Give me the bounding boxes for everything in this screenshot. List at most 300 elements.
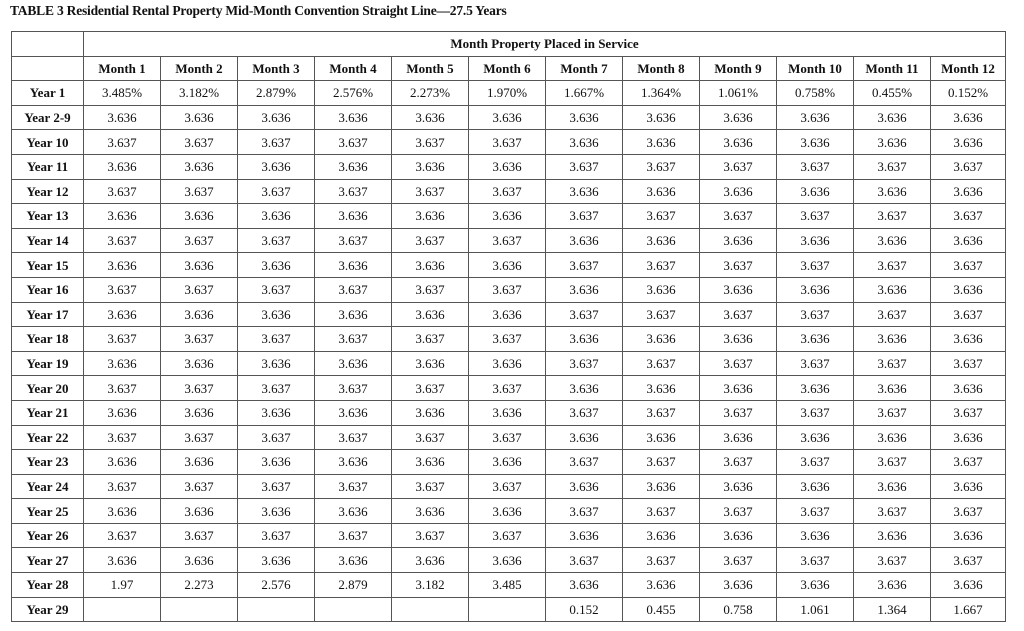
- table-row: [12, 228, 1006, 253]
- table-cell: 3.636: [238, 253, 315, 278]
- table-cell: 3.636: [315, 548, 392, 573]
- row-header: Year 18: [12, 327, 84, 352]
- table-cell: 3.636: [315, 499, 392, 524]
- column-header: Month 10: [777, 56, 854, 81]
- table-cell: 3.637: [238, 130, 315, 155]
- column-header: Month 12: [931, 56, 1006, 81]
- table-cell: 3.636: [392, 105, 469, 130]
- table-row: [12, 474, 1006, 499]
- row-header: Year 26: [12, 523, 84, 548]
- table-cell: 3.636: [623, 130, 700, 155]
- table-cell: 3.636: [392, 400, 469, 425]
- table-cell: 3.636: [931, 277, 1006, 302]
- table-cell: 3.636: [84, 105, 161, 130]
- table-row: [12, 105, 1006, 130]
- table-cell: 3.637: [84, 474, 161, 499]
- table-cell: 2.576%: [315, 81, 392, 106]
- table-cell: 3.636: [777, 130, 854, 155]
- table-cell: 3.637: [700, 302, 777, 327]
- table-cell: 3.636: [238, 351, 315, 376]
- table-cell: 3.636: [546, 376, 623, 401]
- table-cell: 3.636: [623, 277, 700, 302]
- table-cell: 3.636: [700, 130, 777, 155]
- table-row: [12, 253, 1006, 278]
- table-cell: 3.637: [238, 523, 315, 548]
- table-cell: 3.636: [854, 474, 931, 499]
- table-row: [12, 81, 1006, 106]
- table-cell: 3.636: [392, 302, 469, 327]
- table-cell: [315, 597, 392, 622]
- table-cell: 3.637: [315, 376, 392, 401]
- table-cell: 1.061%: [700, 81, 777, 106]
- table-cell: [469, 597, 546, 622]
- table-cell: 3.636: [854, 228, 931, 253]
- table-cell: 0.758%: [777, 81, 854, 106]
- table-cell: 3.637: [623, 450, 700, 475]
- table-cell: 3.636: [700, 327, 777, 352]
- table-cell: 3.636: [238, 204, 315, 229]
- table-cell: 3.637: [623, 204, 700, 229]
- table-cell: 3.637: [392, 523, 469, 548]
- table-cell: 3.637: [469, 376, 546, 401]
- table-cell: 3.636: [84, 499, 161, 524]
- table-cell: 3.637: [546, 302, 623, 327]
- corner-cell-2: [12, 56, 84, 81]
- table-cell: 3.637: [700, 253, 777, 278]
- table-cell: 3.636: [84, 204, 161, 229]
- table-cell: 3.636: [315, 351, 392, 376]
- table-cell: 3.637: [623, 400, 700, 425]
- table-cell: 3.637: [931, 499, 1006, 524]
- table-cell: 3.485%: [84, 81, 161, 106]
- table-cell: 3.636: [931, 474, 1006, 499]
- row-header: Year 17: [12, 302, 84, 327]
- table-cell: [84, 597, 161, 622]
- table-cell: 1.061: [777, 597, 854, 622]
- table-cell: 3.636: [700, 425, 777, 450]
- table-cell: 3.636: [623, 327, 700, 352]
- table-cell: 3.637: [546, 204, 623, 229]
- table-cell: 3.636: [931, 327, 1006, 352]
- table-cell: 0.152: [546, 597, 623, 622]
- table-cell: 3.637: [854, 351, 931, 376]
- table-cell: 3.636: [854, 376, 931, 401]
- table-cell: 3.636: [392, 154, 469, 179]
- table-cell: 3.636: [469, 154, 546, 179]
- table-cell: 3.637: [238, 327, 315, 352]
- table-cell: 3.637: [854, 450, 931, 475]
- row-header: Year 11: [12, 154, 84, 179]
- table-cell: 3.636: [546, 327, 623, 352]
- table-cell: 3.637: [700, 548, 777, 573]
- table-cell: 3.637: [931, 450, 1006, 475]
- table-cell: 3.637: [238, 228, 315, 253]
- table-row: [12, 376, 1006, 401]
- table-cell: 3.636: [546, 277, 623, 302]
- table-cell: 3.636: [700, 277, 777, 302]
- table-cell: 3.636: [469, 351, 546, 376]
- table-cell: 3.637: [392, 179, 469, 204]
- span-header: Month Property Placed in Service: [84, 32, 1006, 57]
- table-cell: 3.636: [623, 376, 700, 401]
- table-cell: 3.637: [777, 302, 854, 327]
- table-cell: 3.637: [315, 523, 392, 548]
- table-cell: 3.636: [700, 179, 777, 204]
- table-cell: 3.637: [623, 154, 700, 179]
- column-header: Month 6: [469, 56, 546, 81]
- table-cell: 3.637: [623, 548, 700, 573]
- row-header: Year 15: [12, 253, 84, 278]
- table-cell: 3.636: [238, 400, 315, 425]
- column-header: Month 4: [315, 56, 392, 81]
- table-cell: 3.636: [315, 154, 392, 179]
- table-cell: 3.637: [392, 228, 469, 253]
- corner-cell: [12, 32, 84, 57]
- table-cell: 3.636: [392, 499, 469, 524]
- table-cell: 3.636: [392, 548, 469, 573]
- table-cell: 3.636: [161, 400, 238, 425]
- table-cell: 3.637: [161, 277, 238, 302]
- table-cell: 3.637: [161, 523, 238, 548]
- table-cell: 0.455: [623, 597, 700, 622]
- table-cell: 3.637: [777, 351, 854, 376]
- table-cell: 3.636: [315, 204, 392, 229]
- table-cell: 3.636: [931, 105, 1006, 130]
- table-row: [12, 351, 1006, 376]
- table-cell: 3.637: [161, 130, 238, 155]
- table-cell: 3.637: [854, 154, 931, 179]
- table-cell: 3.637: [84, 228, 161, 253]
- table-cell: 3.637: [854, 400, 931, 425]
- table-cell: 3.636: [931, 228, 1006, 253]
- table-cell: 3.636: [469, 204, 546, 229]
- table-cell: 3.637: [854, 302, 931, 327]
- table-cell: 3.637: [469, 425, 546, 450]
- table-cell: 3.637: [469, 277, 546, 302]
- table-cell: 3.637: [931, 302, 1006, 327]
- table-cell: 3.637: [84, 523, 161, 548]
- table-cell: 3.636: [931, 425, 1006, 450]
- table-row: [12, 179, 1006, 204]
- table-cell: 0.455%: [854, 81, 931, 106]
- table-cell: 3.636: [84, 154, 161, 179]
- table-cell: 3.636: [700, 376, 777, 401]
- table-cell: 3.637: [700, 154, 777, 179]
- table-cell: 3.637: [546, 400, 623, 425]
- table-cell: 3.637: [469, 474, 546, 499]
- table-cell: 3.636: [84, 302, 161, 327]
- table-cell: 3.637: [546, 548, 623, 573]
- table-cell: 3.636: [623, 474, 700, 499]
- span-header-row: [12, 32, 1006, 57]
- table-cell: 3.637: [854, 548, 931, 573]
- table-cell: 3.636: [777, 573, 854, 598]
- table-cell: 3.637: [161, 327, 238, 352]
- table-cell: 3.636: [238, 499, 315, 524]
- table-cell: 3.636: [931, 523, 1006, 548]
- table-cell: 3.637: [392, 277, 469, 302]
- table-cell: 3.636: [546, 130, 623, 155]
- row-header: Year 21: [12, 400, 84, 425]
- table-cell: 1.364%: [623, 81, 700, 106]
- table-cell: 3.637: [315, 130, 392, 155]
- table-cell: 0.152%: [931, 81, 1006, 106]
- table-cell: 2.879: [315, 573, 392, 598]
- table-cell: 3.637: [931, 400, 1006, 425]
- table-cell: 3.636: [854, 425, 931, 450]
- table-cell: 3.637: [161, 376, 238, 401]
- table-cell: 3.637: [315, 228, 392, 253]
- table-cell: 3.637: [854, 499, 931, 524]
- table-cell: 3.637: [623, 302, 700, 327]
- table-cell: 3.636: [315, 253, 392, 278]
- table-cell: 3.636: [469, 253, 546, 278]
- table-cell: 3.636: [777, 523, 854, 548]
- table-cell: 3.636: [777, 179, 854, 204]
- row-header: Year 25: [12, 499, 84, 524]
- table-row: [12, 450, 1006, 475]
- table-cell: 3.636: [161, 302, 238, 327]
- table-cell: 3.636: [931, 376, 1006, 401]
- table-cell: 3.637: [469, 523, 546, 548]
- table-cell: 3.636: [161, 253, 238, 278]
- table-cell: 3.637: [84, 327, 161, 352]
- table-cell: 3.636: [700, 228, 777, 253]
- table-cell: 3.637: [469, 179, 546, 204]
- table-cell: 3.637: [315, 277, 392, 302]
- row-header: Year 16: [12, 277, 84, 302]
- table-cell: 3.636: [700, 474, 777, 499]
- table-cell: 3.636: [854, 327, 931, 352]
- table-cell: 3.636: [469, 400, 546, 425]
- table-cell: 3.636: [777, 425, 854, 450]
- column-header: Month 8: [623, 56, 700, 81]
- table-cell: 3.636: [546, 573, 623, 598]
- table-cell: 3.636: [161, 450, 238, 475]
- column-header: Month 5: [392, 56, 469, 81]
- table-cell: 3.637: [931, 351, 1006, 376]
- table-cell: 1.97: [84, 573, 161, 598]
- column-header: Month 7: [546, 56, 623, 81]
- table-cell: 3.637: [777, 499, 854, 524]
- column-header-row: [12, 56, 1006, 81]
- table-row: [12, 548, 1006, 573]
- table-cell: 3.636: [623, 228, 700, 253]
- row-header: Year 14: [12, 228, 84, 253]
- table-cell: 3.636: [161, 105, 238, 130]
- table-cell: 3.637: [931, 253, 1006, 278]
- table-cell: 3.636: [161, 548, 238, 573]
- table-cell: 3.637: [623, 499, 700, 524]
- row-header: Year 19: [12, 351, 84, 376]
- table-cell: 3.637: [161, 474, 238, 499]
- table-cell: 3.637: [623, 253, 700, 278]
- table-cell: [161, 597, 238, 622]
- table-row: [12, 327, 1006, 352]
- table-row: [12, 204, 1006, 229]
- table-cell: 1.667: [931, 597, 1006, 622]
- table-cell: [238, 597, 315, 622]
- table-cell: 3.637: [623, 351, 700, 376]
- row-header: Year 1: [12, 81, 84, 106]
- table-cell: 3.637: [238, 474, 315, 499]
- row-header: Year 10: [12, 130, 84, 155]
- column-header: Month 2: [161, 56, 238, 81]
- table-cell: 3.636: [469, 450, 546, 475]
- table-cell: 3.636: [777, 376, 854, 401]
- table-cell: 3.636: [238, 105, 315, 130]
- row-header: Year 2-9: [12, 105, 84, 130]
- table-cell: 3.637: [315, 179, 392, 204]
- table-cell: 3.636: [700, 105, 777, 130]
- table-cell: 3.637: [469, 228, 546, 253]
- table-cell: 3.485: [469, 573, 546, 598]
- table-cell: 3.636: [84, 351, 161, 376]
- table-cell: 3.636: [854, 573, 931, 598]
- table-cell: 3.637: [84, 376, 161, 401]
- column-header: Month 9: [700, 56, 777, 81]
- table-cell: 3.637: [392, 130, 469, 155]
- table-cell: 3.637: [315, 327, 392, 352]
- table-cell: 3.637: [700, 351, 777, 376]
- table-cell: 3.636: [546, 105, 623, 130]
- table-row: [12, 523, 1006, 548]
- table-cell: 3.636: [623, 425, 700, 450]
- table-cell: 3.636: [238, 450, 315, 475]
- table-cell: 3.637: [700, 204, 777, 229]
- table-cell: 3.636: [238, 548, 315, 573]
- table-cell: 3.636: [854, 105, 931, 130]
- table-cell: 3.637: [161, 179, 238, 204]
- table-cell: 3.636: [854, 179, 931, 204]
- table-cell: 3.637: [84, 179, 161, 204]
- table-cell: 3.637: [392, 376, 469, 401]
- table-cell: 1.667%: [546, 81, 623, 106]
- table-cell: 3.636: [469, 105, 546, 130]
- depreciation-table: [11, 31, 1006, 622]
- table-cell: 3.636: [777, 228, 854, 253]
- table-cell: 3.636: [623, 523, 700, 548]
- table-cell: 3.637: [854, 204, 931, 229]
- table-cell: 3.636: [315, 105, 392, 130]
- table-cell: 3.637: [777, 204, 854, 229]
- table-cell: 3.637: [700, 400, 777, 425]
- table-cell: 3.637: [546, 450, 623, 475]
- table-cell: 3.636: [315, 400, 392, 425]
- column-header: Month 3: [238, 56, 315, 81]
- table-cell: 3.636: [84, 253, 161, 278]
- table-cell: 3.637: [700, 499, 777, 524]
- table-cell: 3.637: [315, 425, 392, 450]
- table-cell: 3.636: [84, 548, 161, 573]
- table-cell: 3.636: [700, 523, 777, 548]
- row-header: Year 29: [12, 597, 84, 622]
- table-cell: 3.636: [854, 130, 931, 155]
- table-cell: 3.182%: [161, 81, 238, 106]
- table-row: [12, 277, 1006, 302]
- table-cell: 3.637: [161, 228, 238, 253]
- row-header: Year 22: [12, 425, 84, 450]
- row-header: Year 20: [12, 376, 84, 401]
- table-cell: 3.637: [546, 351, 623, 376]
- table-cell: 3.637: [84, 130, 161, 155]
- table-cell: 3.636: [931, 130, 1006, 155]
- table-cell: 3.637: [392, 474, 469, 499]
- table-cell: 3.636: [546, 179, 623, 204]
- table-cell: 3.636: [238, 154, 315, 179]
- table-cell: 3.636: [469, 548, 546, 573]
- table-cell: 3.637: [238, 179, 315, 204]
- table-cell: 3.637: [161, 425, 238, 450]
- table-cell: 3.636: [161, 351, 238, 376]
- table-row: [12, 400, 1006, 425]
- table-cell: 3.636: [931, 573, 1006, 598]
- table-cell: 2.879%: [238, 81, 315, 106]
- row-header: Year 12: [12, 179, 84, 204]
- row-header: Year 23: [12, 450, 84, 475]
- table-cell: 3.636: [546, 523, 623, 548]
- table-cell: 3.637: [777, 450, 854, 475]
- table-cell: 3.636: [392, 253, 469, 278]
- table-cell: 3.636: [777, 277, 854, 302]
- table-cell: 3.636: [161, 204, 238, 229]
- table-cell: 3.636: [161, 499, 238, 524]
- table-cell: 0.758: [700, 597, 777, 622]
- table-cell: 3.636: [931, 179, 1006, 204]
- table-cell: 3.636: [315, 302, 392, 327]
- table-row: [12, 499, 1006, 524]
- table-cell: 3.636: [392, 450, 469, 475]
- table-cell: 1.970%: [469, 81, 546, 106]
- table-cell: 3.182: [392, 573, 469, 598]
- table-cell: 3.636: [854, 277, 931, 302]
- table-cell: 3.636: [700, 573, 777, 598]
- table-cell: 3.637: [392, 327, 469, 352]
- table-row: [12, 597, 1006, 622]
- table-cell: 3.637: [854, 253, 931, 278]
- table-cell: 3.636: [623, 105, 700, 130]
- table-cell: 3.637: [392, 425, 469, 450]
- table-cell: 3.636: [84, 450, 161, 475]
- table-cell: 3.637: [931, 548, 1006, 573]
- table-cell: 3.636: [777, 474, 854, 499]
- table-cell: 3.636: [161, 154, 238, 179]
- column-header: Month 11: [854, 56, 931, 81]
- table-row: [12, 130, 1006, 155]
- table-cell: 3.636: [546, 474, 623, 499]
- table-cell: 3.636: [623, 573, 700, 598]
- table-row: [12, 425, 1006, 450]
- table-cell: [392, 597, 469, 622]
- table-cell: 3.637: [84, 425, 161, 450]
- table-cell: 3.637: [546, 499, 623, 524]
- table-cell: 3.637: [931, 204, 1006, 229]
- table-cell: 3.637: [777, 548, 854, 573]
- table-cell: 3.636: [546, 425, 623, 450]
- table-cell: 3.636: [854, 523, 931, 548]
- table-body: [12, 81, 1006, 622]
- table-row: [12, 302, 1006, 327]
- table-cell: 3.637: [238, 277, 315, 302]
- table-cell: 3.637: [700, 450, 777, 475]
- column-header: Month 1: [84, 56, 161, 81]
- table-cell: 3.636: [623, 179, 700, 204]
- table-cell: 2.273%: [392, 81, 469, 106]
- table-row: [12, 154, 1006, 179]
- table-cell: 3.636: [777, 327, 854, 352]
- table-cell: 3.636: [238, 302, 315, 327]
- table-cell: 3.637: [469, 130, 546, 155]
